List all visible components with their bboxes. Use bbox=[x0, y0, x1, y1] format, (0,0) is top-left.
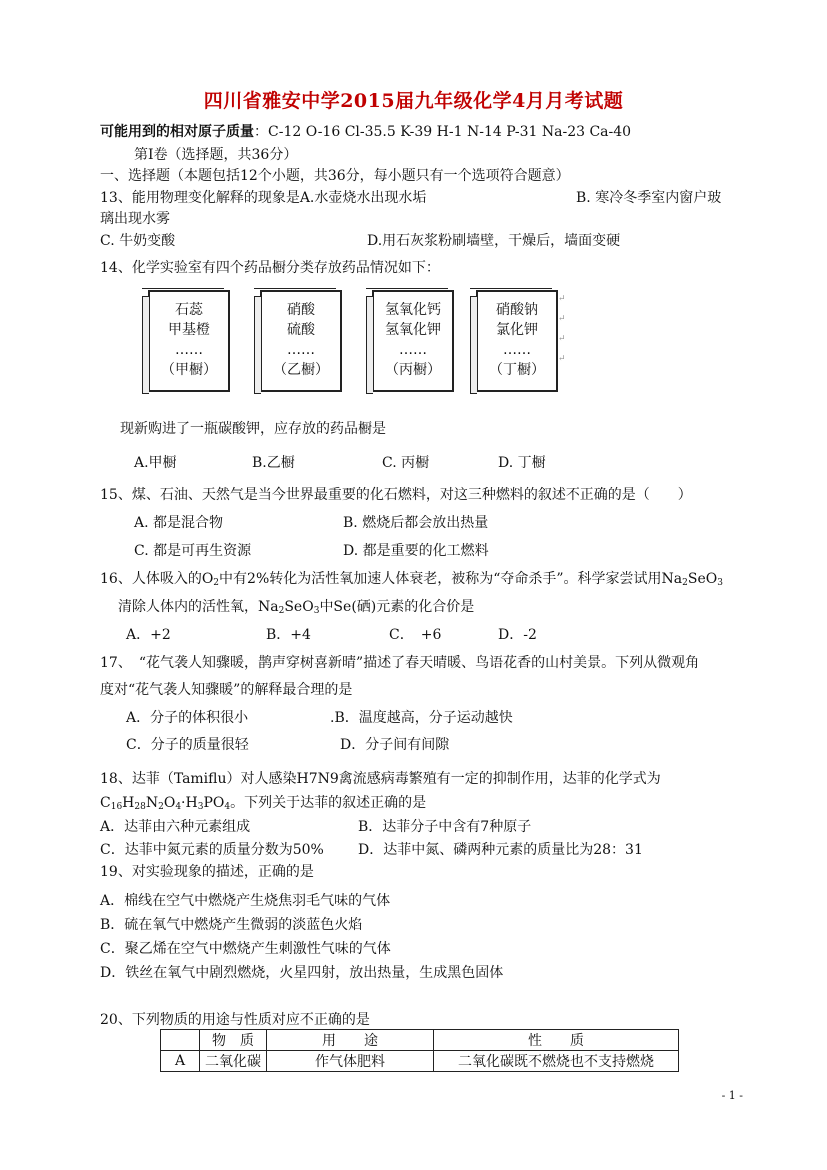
q14-question: 现新购进了一瓶碳酸钾，应存放的药品橱是 bbox=[120, 421, 386, 437]
q19-stem: 19、对实验现象的描述，正确的是 bbox=[100, 864, 314, 880]
q15-option-b: B. 燃烧后都会放出热量 bbox=[343, 515, 489, 531]
q18-text: 。下列关于达菲的叙述正确的是 bbox=[230, 795, 427, 811]
return-mark-icon: ↵ bbox=[558, 334, 566, 344]
q14-option-d: D. 丁橱 bbox=[498, 455, 546, 471]
atomic-mass-label: 可能用到的相对原子质量 bbox=[100, 124, 254, 140]
subscript: 16 bbox=[110, 802, 123, 812]
atomic-mass-values: ：C-12 O-16 Cl-35.5 K-39 H-1 N-14 P-31 Na-23 Ca-40 bbox=[254, 124, 632, 140]
q18-option-a: A．达菲由六种元素组成 bbox=[100, 819, 251, 835]
formula-part: C bbox=[100, 795, 111, 811]
section-intro: 一、选择题（本题包括12个小题，共36分，每小题只有一个选项符合题意） bbox=[100, 168, 570, 184]
q19-option-b: B．硫在氧气中燃烧产生微弱的淡蓝色火焰 bbox=[100, 917, 363, 933]
cabinet-item: 硝酸钠 bbox=[496, 302, 538, 318]
q15-option-a: A. 都是混合物 bbox=[134, 515, 224, 531]
table-cell: A bbox=[161, 1051, 200, 1072]
q13-line2: 璃出现水雾 bbox=[100, 211, 170, 227]
subscript: 2 bbox=[278, 606, 285, 616]
subscript: 3 bbox=[197, 802, 204, 812]
q17-line1: 17、 “花气袭人知骤暖，鹊声穿树喜新晴”描述了春天晴暖、鸟语花香的山村美景。下列从微观角 bbox=[100, 655, 700, 671]
cabinet-item: 氯化钾 bbox=[496, 322, 538, 338]
q15-option-c: C. 都是可再生资源 bbox=[134, 543, 252, 559]
cabinet-bing bbox=[372, 290, 454, 392]
table-header-cell bbox=[161, 1030, 200, 1051]
q16-line2 bbox=[118, 596, 474, 616]
table-header-row bbox=[161, 1030, 679, 1051]
q16-option-d: D．-2 bbox=[498, 627, 537, 643]
q18-option-c: C．达菲中氮元素的质量分数为50% bbox=[100, 842, 324, 858]
q16-text: 中有2%转化为活性氧加速人体衰老，被称为“夺命杀手”。科学家尝试用Na bbox=[219, 571, 683, 587]
table-cell: 二氧化碳 bbox=[200, 1051, 267, 1072]
cabinet-ding bbox=[476, 290, 558, 392]
q16-option-c: C． +6 bbox=[389, 627, 442, 643]
cabinet-item: 石蕊 bbox=[175, 302, 203, 318]
formula-part: H bbox=[122, 795, 135, 811]
cabinet-label: （丙橱） bbox=[385, 362, 441, 378]
q17-option-a: A．分子的体积很小 bbox=[126, 710, 249, 726]
q18-option-d: D．达菲中氮、磷两种元素的质量比为28：31 bbox=[358, 842, 643, 858]
cabinet-jia bbox=[148, 290, 230, 392]
q17-option-c: C．分子的质量很轻 bbox=[126, 737, 249, 753]
table-cell: 二氧化碳既不燃烧也不支持燃烧 bbox=[434, 1051, 679, 1072]
q18-line1: 18、达菲（Tamiflu）对人感染H7N9禽流感病毒繁殖有一定的抑制作用，达菲的化学式为 bbox=[100, 771, 661, 787]
cabinet-item: 氢氧化钙 bbox=[385, 302, 441, 318]
return-mark-icon: ↵ bbox=[558, 294, 566, 304]
return-mark-icon: ↵ bbox=[558, 314, 566, 324]
table-header-cell: 物 质 bbox=[200, 1030, 267, 1051]
q16-text: 16、人体吸入的O bbox=[100, 571, 214, 587]
formula-part: N bbox=[145, 795, 159, 811]
q17-line2: 度对“花气袭人知骤暖”的解释最合理的是 bbox=[100, 682, 353, 698]
cabinet-ellipsis: …… bbox=[175, 342, 203, 358]
q14-option-b: B.乙橱 bbox=[252, 455, 295, 471]
document-title: 四川省雅安中学2015届九年级化学4月月考试题 bbox=[203, 90, 624, 112]
q17-option-d: D．分子间有间隙 bbox=[340, 737, 450, 753]
cabinet-ellipsis: …… bbox=[287, 342, 315, 358]
table-header-cell: 性 质 bbox=[434, 1030, 679, 1051]
cabinet-diagram bbox=[138, 290, 578, 394]
cabinet-item: 氢氧化钾 bbox=[385, 322, 441, 338]
subscript: 28 bbox=[134, 802, 146, 812]
q13-option-c: C. 牛奶变酸 bbox=[100, 233, 176, 249]
q15-option-d: D. 都是重要的化工燃料 bbox=[343, 543, 489, 559]
cabinet-item: 甲基橙 bbox=[168, 322, 210, 338]
subscript: 4 bbox=[224, 802, 231, 812]
cabinet-item: 硫酸 bbox=[287, 322, 315, 338]
return-mark-icon: ↵ bbox=[558, 354, 566, 364]
q13-line1: 13、能用物理变化解释的现象是A.水壶烧水出现水垢 bbox=[100, 190, 427, 206]
q16-text: SeO bbox=[284, 599, 314, 615]
q16-text: SeO bbox=[687, 571, 718, 587]
q13-option-b: B. 寒冷冬季室内窗户玻 bbox=[576, 190, 722, 206]
q14-option-a: A.甲橱 bbox=[134, 455, 177, 471]
subscript: 3 bbox=[313, 606, 320, 616]
atomic-mass-line bbox=[100, 121, 631, 141]
table-header-cell: 用 途 bbox=[267, 1030, 434, 1051]
cabinet-item: 硝酸 bbox=[287, 302, 315, 318]
q16-option-a: A．+2 bbox=[126, 627, 171, 643]
table-cell: 作气体肥料 bbox=[267, 1051, 434, 1072]
q19-option-c: C．聚乙烯在空气中燃烧产生刺激性气味的气体 bbox=[100, 941, 391, 957]
cabinet-ellipsis: …… bbox=[503, 342, 531, 358]
cabinet-label: （甲橱） bbox=[161, 362, 217, 378]
subscript: 4 bbox=[175, 802, 182, 812]
q16-option-b: B．+4 bbox=[266, 627, 311, 643]
cabinet-label: （乙橱） bbox=[273, 362, 329, 378]
subscript: 2 bbox=[213, 578, 220, 588]
cabinet-ellipsis: …… bbox=[399, 342, 427, 358]
q13-option-d: D.用石灰浆粉刷墙壁，干燥后，墙面变硬 bbox=[367, 233, 621, 249]
q14-option-c: C. 丙橱 bbox=[382, 455, 430, 471]
cabinet-yi bbox=[260, 290, 342, 392]
q18-line2 bbox=[100, 792, 426, 812]
q14-stem: 14、化学实验室有四个药品橱分类存放药品情况如下： bbox=[100, 260, 440, 276]
q16-text: 中Se(硒)元素的化合价是 bbox=[319, 599, 475, 615]
q20-stem: 20、下列物质的用途与性质对应不正确的是 bbox=[100, 1012, 370, 1028]
subscript: 2 bbox=[682, 578, 688, 588]
q20-table bbox=[160, 1029, 679, 1072]
subscript: 3 bbox=[717, 578, 723, 588]
formula-part: O bbox=[163, 795, 176, 811]
q17-option-b: .B．温度越高，分子运动越快 bbox=[330, 710, 513, 726]
cabinet-label: （丁橱） bbox=[489, 362, 545, 378]
q18-option-b: B．达菲分子中含有7种原子 bbox=[358, 819, 532, 835]
formula-part: ·H bbox=[181, 795, 198, 811]
q16-text: 清除人体内的活性氧，Na bbox=[118, 599, 279, 615]
q19-option-d: D．铁丝在氧气中剧烈燃烧，火星四射，放出热量，生成黑色固体 bbox=[100, 965, 504, 981]
table-row bbox=[161, 1051, 679, 1072]
section-title: 第Ⅰ卷（选择题，共36分） bbox=[134, 147, 298, 163]
page-number: - 1 - bbox=[721, 1089, 743, 1102]
formula-part: PO bbox=[203, 795, 225, 811]
q19-option-a: A．棉线在空气中燃烧产生烧焦羽毛气味的气体 bbox=[100, 893, 391, 909]
subscript: 2 bbox=[158, 802, 164, 812]
q16-line1 bbox=[100, 568, 723, 588]
q15-stem: 15、煤、石油、天然气是当今世界最重要的化石燃料，对这三种燃料的叙述不正确的是（ ） bbox=[100, 487, 692, 503]
